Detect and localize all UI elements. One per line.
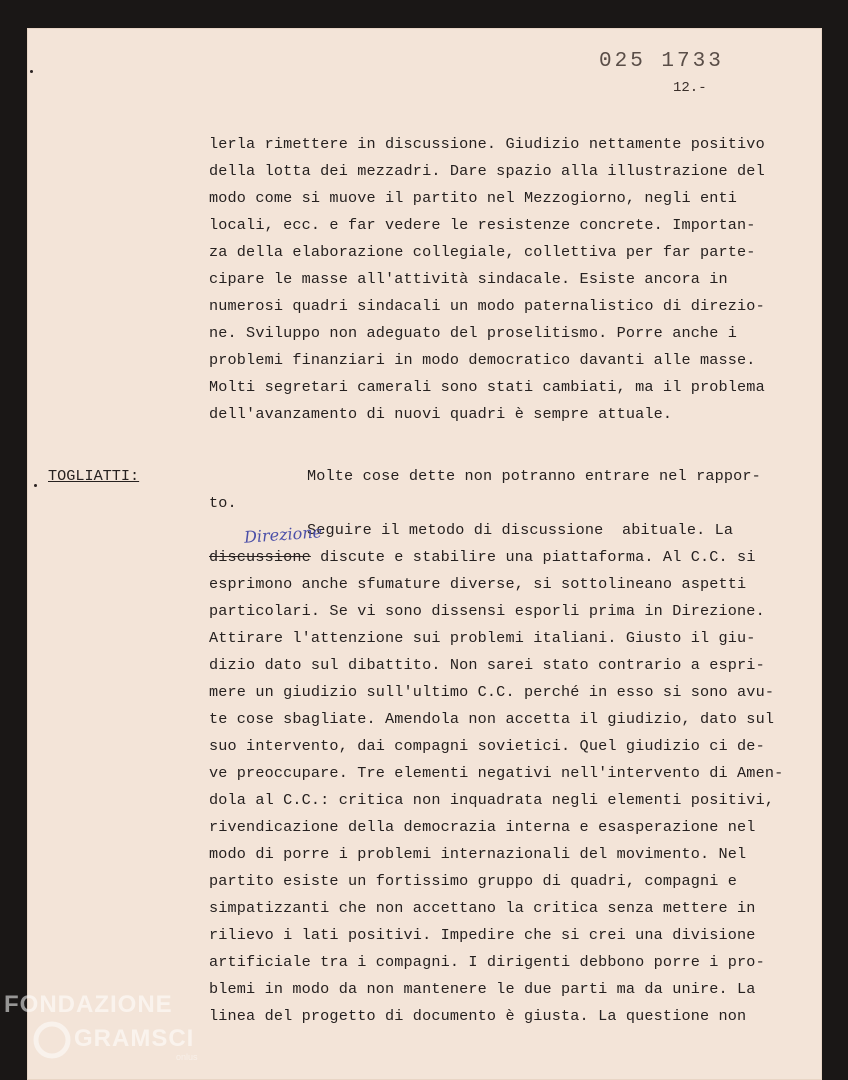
corrected-line xyxy=(209,548,756,566)
line-rest: discute e stabilire una piattaforma. Al C.C. si xyxy=(310,548,756,566)
text-line: modo come si muove il partito nel Mezzogiorno, negli enti xyxy=(209,189,738,207)
text-line: rivendicazione della democrazia interna e esasperazione nel xyxy=(209,818,756,836)
text-line: simpatizzanti che non accettano la critica senza mettere in xyxy=(209,899,756,917)
text-line: lerla rimettere in discussione. Giudizio nettamente positivo xyxy=(209,135,765,153)
margin-mark xyxy=(34,484,37,487)
text-line: modo di porre i problemi internazionali del movimento. Nel xyxy=(209,845,747,863)
watermark-line1: FONDAZIONE xyxy=(4,991,173,1018)
watermark-line3: onlus xyxy=(176,1052,198,1062)
text-line: particolari. Se vi sono dissensi esporli prima in Direzione. xyxy=(209,602,765,620)
text-line: ve preoccupare. Tre elementi negativi nell'intervento di Amen- xyxy=(209,764,784,782)
watermark-line2: GRAMSCI xyxy=(74,1025,195,1052)
text-line: linea del progetto di documento è giusta. La questione non xyxy=(209,1007,747,1025)
handwritten-correction: Direzione xyxy=(243,522,323,547)
speaker-text-line: Molte cose dette non potranno entrare nel rappor- xyxy=(307,467,761,485)
struck-word: discussione xyxy=(209,548,311,566)
text-line: ne. Sviluppo non adeguato del proselitismo. Porre anche i xyxy=(209,324,738,342)
text-line: rilievo i lati positivi. Impedire che si crei una divisione xyxy=(209,926,756,944)
text-line: artificiale tra i compagni. I dirigenti debbono porre i pro- xyxy=(209,953,765,971)
text-line: blemi in modo da non mantenere le due parti ma da unire. La xyxy=(209,980,756,998)
page-number: 12.- xyxy=(673,80,707,96)
text-line: esprimono anche sfumature diverse, si sottolineano aspetti xyxy=(209,575,747,593)
text-line: partito esiste un fortissimo gruppo di quadri, compagni e xyxy=(209,872,738,890)
paragraph-line: Seguire il metodo di discussione abituale. La xyxy=(307,521,734,539)
watermark-g-icon xyxy=(36,1024,68,1056)
text-line: Attirare l'attenzione sui problemi italiani. Giusto il giu- xyxy=(209,629,756,647)
text-line: cipare le masse all'attività sindacale. Esiste ancora in xyxy=(209,270,728,288)
text-line: Molti segretari camerali sono stati cambiati, ma il problema xyxy=(209,378,765,396)
speaker-label: TOGLIATTI: xyxy=(48,467,140,485)
text-line: suo intervento, dai compagni sovietici. Quel giudizio ci de- xyxy=(209,737,765,755)
text-line: dell'avanzamento di nuovi quadri è sempre attuale. xyxy=(209,405,673,423)
margin-mark xyxy=(30,70,33,73)
text-line: mere un giudizio sull'ultimo C.C. perché in esso si sono avu- xyxy=(209,683,775,701)
text-line: locali, ecc. e far vedere le resistenze concrete. Importan- xyxy=(209,216,756,234)
text-line: numerosi quadri sindacali un modo paternalistico di direzio- xyxy=(209,297,765,315)
text-line: te cose sbagliate. Amendola non accetta il giudizio, dato sul xyxy=(209,710,775,728)
speaker-text-line: to. xyxy=(209,494,237,512)
archive-number: 025 1733 xyxy=(599,50,724,73)
text-line: dola al C.C.: critica non inquadrata negli elementi positivi, xyxy=(209,791,775,809)
text-line: dizio dato sul dibattito. Non sarei stato contrario a espri- xyxy=(209,656,765,674)
text-line: za della elaborazione collegiale, collettiva per far parte- xyxy=(209,243,756,261)
text-line: problemi finanziari in modo democratico davanti alle masse. xyxy=(209,351,756,369)
fondazione-gramsci-watermark xyxy=(0,988,220,1080)
text-line: della lotta dei mezzadri. Dare spazio alla illustrazione del xyxy=(209,162,765,180)
